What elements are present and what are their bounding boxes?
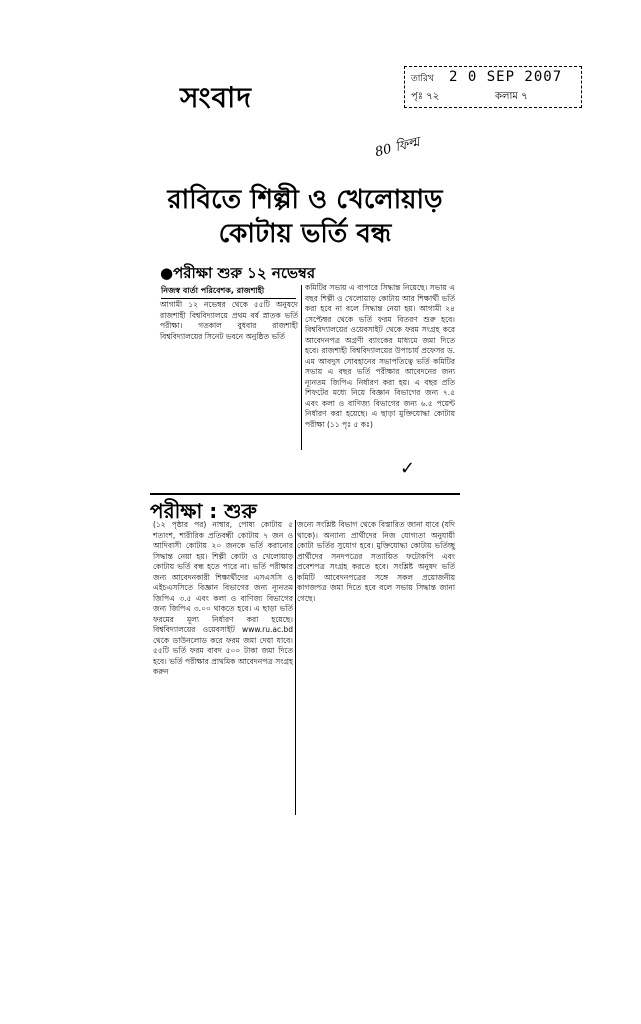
column-divider <box>295 520 296 815</box>
handwritten-note: 80 ফিল্ম <box>373 134 422 161</box>
date-stamp <box>404 66 582 108</box>
article-subheadline: ●পরীক্ষা শুরু ১২ নভেম্বর <box>160 264 316 282</box>
continuation-column-1: (১২ পৃষ্ঠার পর) নাম্বার, পোষ্য কোটায় ৫ শতাংশ, শারীরিক প্রতিবন্ধী কোটায় ৭ জন ও আদিবাসী কোটায় ২০ জনকে ভর্তি করানোর সিদ্ধান্ত নেয়া হয়। শিল্পী কোটা ও খেলোয়াড় কোটায় ভর্তি বন্ধ হতে পারে না। ভর্তি পরীক্ষার জন্য আবেদনকারী শিক্ষার্থীদের এসএসসি ও এইচএসসিতে বিজ্ঞান বিভাগের জন্য ন্যূনতম জিপিএ ৩.৫ এবং কলা ও বাণিজ্য বিভাগের জন্য জিপিএ ৩.০০ থাকতে হবে। এ ছাড়া ভর্তি ফরমের মূল্য নির্ধারণ করা হয়েছে। বিশ্ববিদ্যালয়ের ওয়েবসাইট www.ru.ac.bd থেকে ডাউনলোড করে ফরম জমা দেয়া যাবে। ৫৫টি ভর্তি ফরম বাবদ ৫০০ টাকা জমা দিতে হবে। ভর্তি পরীক্ষার প্রাথমিক আবেদনপত্র সংগ্রহ করুন <box>153 520 293 676</box>
article-headline <box>150 183 460 251</box>
continuation-headline: পরীক্ষা : শুরু <box>150 493 460 530</box>
check-mark-icon: ✓ <box>400 458 416 479</box>
article-column-2: কমিটির সভায় এ বাপারে সিদ্ধান্ত নিয়েছে। সভায় এ বছর শিল্পী ও খেলোয়াড় কোটায় আর শিক্ষার্থী ভর্তি করা হবে না বলে সিদ্ধান্ত নেয়া হয়। আগামী ২৪ সেপ্টেম্বর থেকে ভর্তি ফরম বিতরণ শুরু হবে। বিশ্ববিদ্যালয়ের ওয়েবসাইট থেকে ফরম সংগ্রহ করে আবেদনপত্র অগ্রণী ব্যাংকের মাধ্যমে জমা দিতে হবে। রাজশাহী বিশ্ববিদ্যালয়ের উপাচার্য প্রফেসর ড. এম আবদুস সোবহানের সভাপতিত্বে ভর্তি কমিটির সভায় এ বছর ভর্তি পরীক্ষার আবেদনের জন্য ন্যূনতম জিপিএ নির্ধারণ করা হয়। এ বছর প্রতি শিফটের মধ্যে নিয়ে বিজ্ঞান বিভাগের জন্য ৭.৫ এবং কলা ও বাণিজ্য বিভাগের জন্য ৬.৫ পয়েন্ট নির্ধারণ করা হয়েছে। এ ছাড়া মুক্তিযোদ্ধা কোটায় পরীক্ষা (১১ পৃঃ ৫ কঃ) <box>305 283 455 429</box>
article-byline: নিজস্ব বার্তা পরিবেশক, রাজশাহী <box>161 285 296 299</box>
stamp-column: কলাম ৭ <box>495 91 528 102</box>
stamp-date: 2 0 SEP 2007 <box>449 69 563 85</box>
stamp-page: পৃঃ ৭২ <box>411 91 440 102</box>
newspaper-masthead: সংবাদ <box>180 81 252 114</box>
headline-line-2: কোটায় ভর্তি বন্ধ <box>218 219 392 249</box>
article-column-1: আগামী ১২ নভেম্বর থেকে ৫৫টি অনুষদে রাজশাহী বিশ্ববিদ্যালয়ে প্রথম বর্ষ স্নাতক ভর্তি পরীক্ষা। গতকাল বুধবার রাজশাহী বিশ্ববিদ্যালয়ের সিনেট ভবনে অনুষ্ঠিত ভর্তি <box>160 300 298 341</box>
column-divider <box>301 285 302 450</box>
headline-line-1: রাবিতে শিল্পী ও খেলোয়াড় <box>167 185 443 215</box>
continuation-column-2: জন্যে সংশ্লিষ্ট বিভাগ থেকে বিস্তারিত জানা যাবে (যদি থাকে)। অন্যান্য প্রার্থীদের নিজ যোগ্যতা অনুযায়ী কোটা ভর্তির সুযোগ হবে। মুক্তিযোদ্ধা কোটায় ভর্তিচ্ছু প্রার্থীদের সনদপত্রের সত্যায়িত ফটোকপি এবং প্রবেশপত্র সংগ্রহ করতে হবে। সংশ্লিষ্ট অনুষদ ভর্তি কমিটি আবেদনপত্রের সঙ্গে সকল প্রয়োজনীয় কাগজপত্র জমা দিতে হবে বলে সভায় সিদ্ধান্ত জানা গেছে। <box>297 520 455 603</box>
stamp-date-label: তারিখ <box>411 74 434 84</box>
